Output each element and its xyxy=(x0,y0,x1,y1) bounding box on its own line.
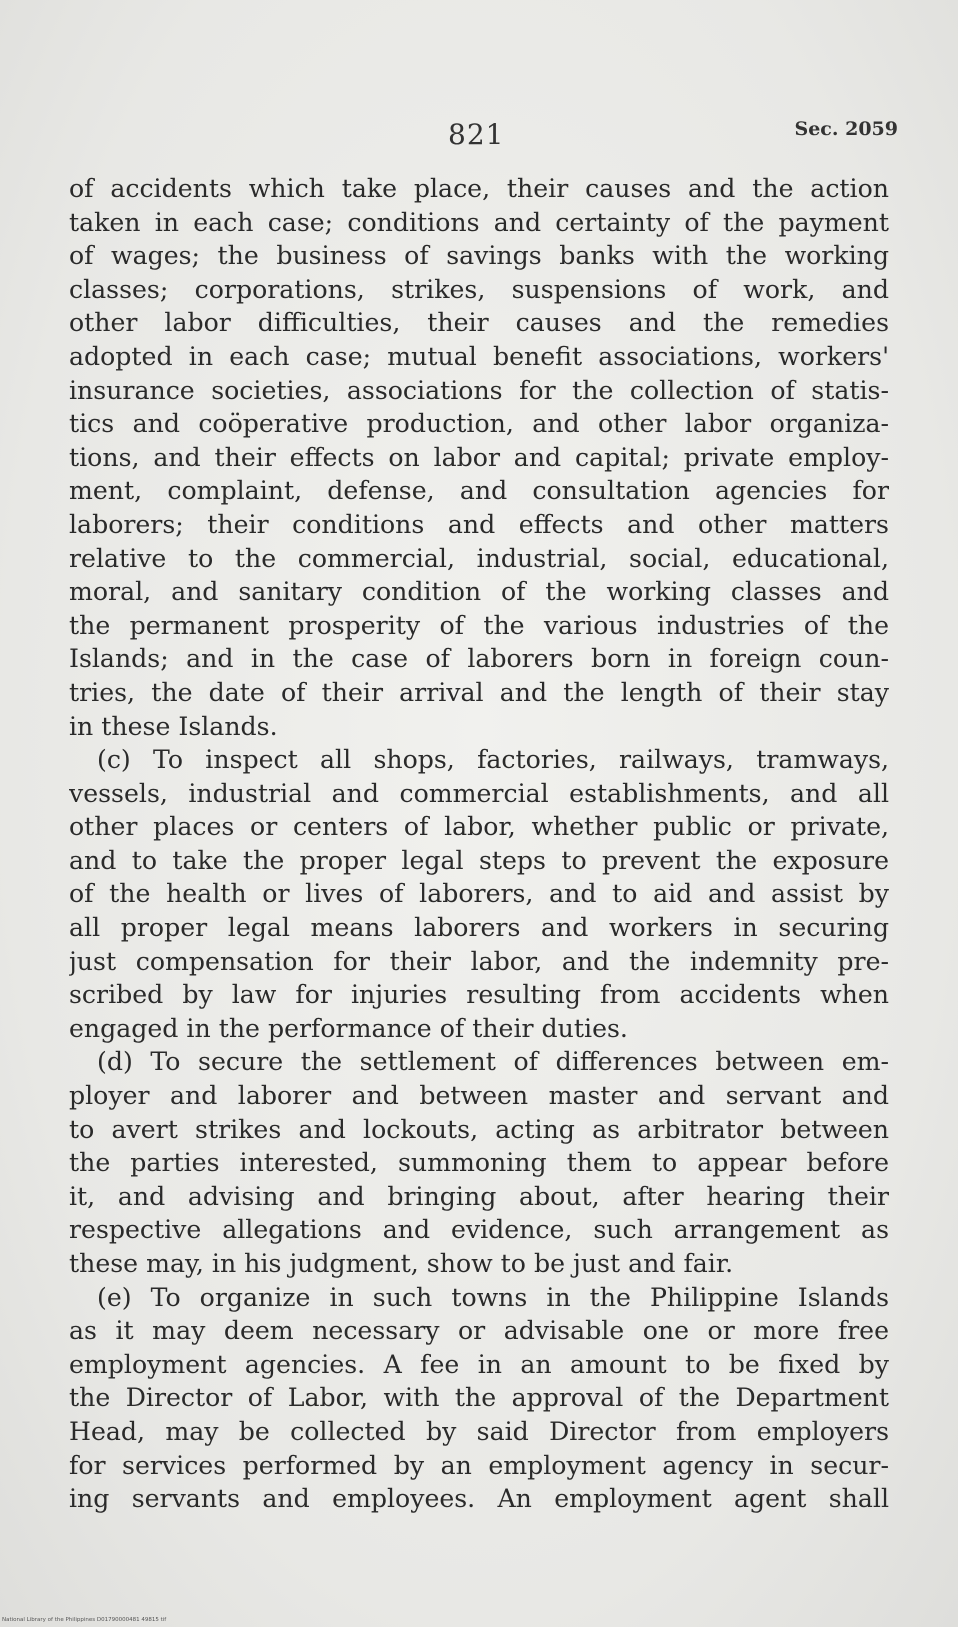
text-line: moral, and sanitary condition of the working classes and xyxy=(69,577,889,607)
text-line: and to take the proper legal steps to prevent the exposure xyxy=(69,845,889,875)
text-line: for services performed by an employment agency in secur- xyxy=(69,1450,889,1480)
paragraph-c-first-line: (c) To inspect all shops, factories, railways, tramways, xyxy=(97,745,889,775)
text-line: laborers; their conditions and effects and other matters xyxy=(69,509,889,539)
text-line: tics and coöperative production, and other labor organiza- xyxy=(69,409,889,439)
text-line: respective allegations and evidence, such arrangement as xyxy=(69,1215,889,1245)
text-line: the permanent prosperity of the various industries of the xyxy=(69,610,889,640)
text-line: vessels, industrial and commercial establishments, and all xyxy=(69,778,889,808)
text-line: Head, may be collected by said Director from employers xyxy=(69,1416,889,1446)
text-line: tries, the date of their arrival and the length of their stay xyxy=(69,677,889,707)
text-line: tions, and their effects on labor and capital; private employ- xyxy=(69,442,889,472)
text-line: in these Islands. xyxy=(69,711,278,741)
text-line: classes; corporations, strikes, suspensions of work, and xyxy=(69,274,889,304)
text-line: insurance societies, associations for the collection of statis- xyxy=(69,375,889,405)
text-line: the Director of Labor, with the approval of the Department xyxy=(69,1383,889,1413)
text-line: ment, complaint, defense, and consultation agencies for xyxy=(69,476,889,506)
text-line: just compensation for their labor, and the indemnity pre- xyxy=(69,946,889,976)
page-number: 821 xyxy=(448,118,505,151)
text-line: Islands; and in the case of laborers born in foreign coun- xyxy=(69,644,889,674)
body-text xyxy=(69,172,889,1516)
text-line: to avert strikes and lockouts, acting as arbitrator between xyxy=(69,1114,889,1144)
text-line: relative to the commercial, industrial, social, educational, xyxy=(69,543,889,573)
text-line: of accidents which take place, their causes and the action xyxy=(69,174,889,203)
text-line: scribed by law for injuries resulting from accidents when xyxy=(69,980,889,1010)
text-line: other labor difficulties, their causes and the remedies xyxy=(69,308,889,338)
text-line: ployer and laborer and between master and servant and xyxy=(69,1081,889,1111)
text-line: as it may deem necessary or advisable one or more free xyxy=(69,1316,889,1346)
text-line: the parties interested, summoning them to appear before xyxy=(69,1148,889,1178)
text-line: taken in each case; conditions and certainty of the payment xyxy=(69,207,889,237)
text-line: engaged in the performance of their duties. xyxy=(69,1013,628,1043)
text-line: of the health or lives of laborers, and to aid and assist by xyxy=(69,879,889,909)
text-line: other places or centers of labor, whether public or private, xyxy=(69,812,889,842)
text-line: it, and advising and bringing about, after hearing their xyxy=(69,1181,889,1211)
paragraph-d-first-line: (d) To secure the settlement of differences between em- xyxy=(97,1047,889,1077)
text-line: these may, in his judgment, show to be just and fair. xyxy=(69,1249,734,1278)
text-line: adopted in each case; mutual benefit associations, workers' xyxy=(69,341,889,371)
text-line: employment agencies. A fee in an amount to be fixed by xyxy=(69,1349,889,1379)
section-reference: Sec. 2059 xyxy=(794,118,898,140)
scan-credit: National Library of the Philippines D01790000481 49815 tif xyxy=(2,1617,167,1623)
text-line: ing servants and employees. An employment agent shall xyxy=(69,1484,889,1514)
paragraph-e-first-line: (e) To organize in such towns in the Philippine Islands xyxy=(97,1282,889,1312)
text-line: of wages; the business of savings banks with the working xyxy=(69,241,889,271)
text-line: all proper legal means laborers and workers in securing xyxy=(69,913,889,943)
